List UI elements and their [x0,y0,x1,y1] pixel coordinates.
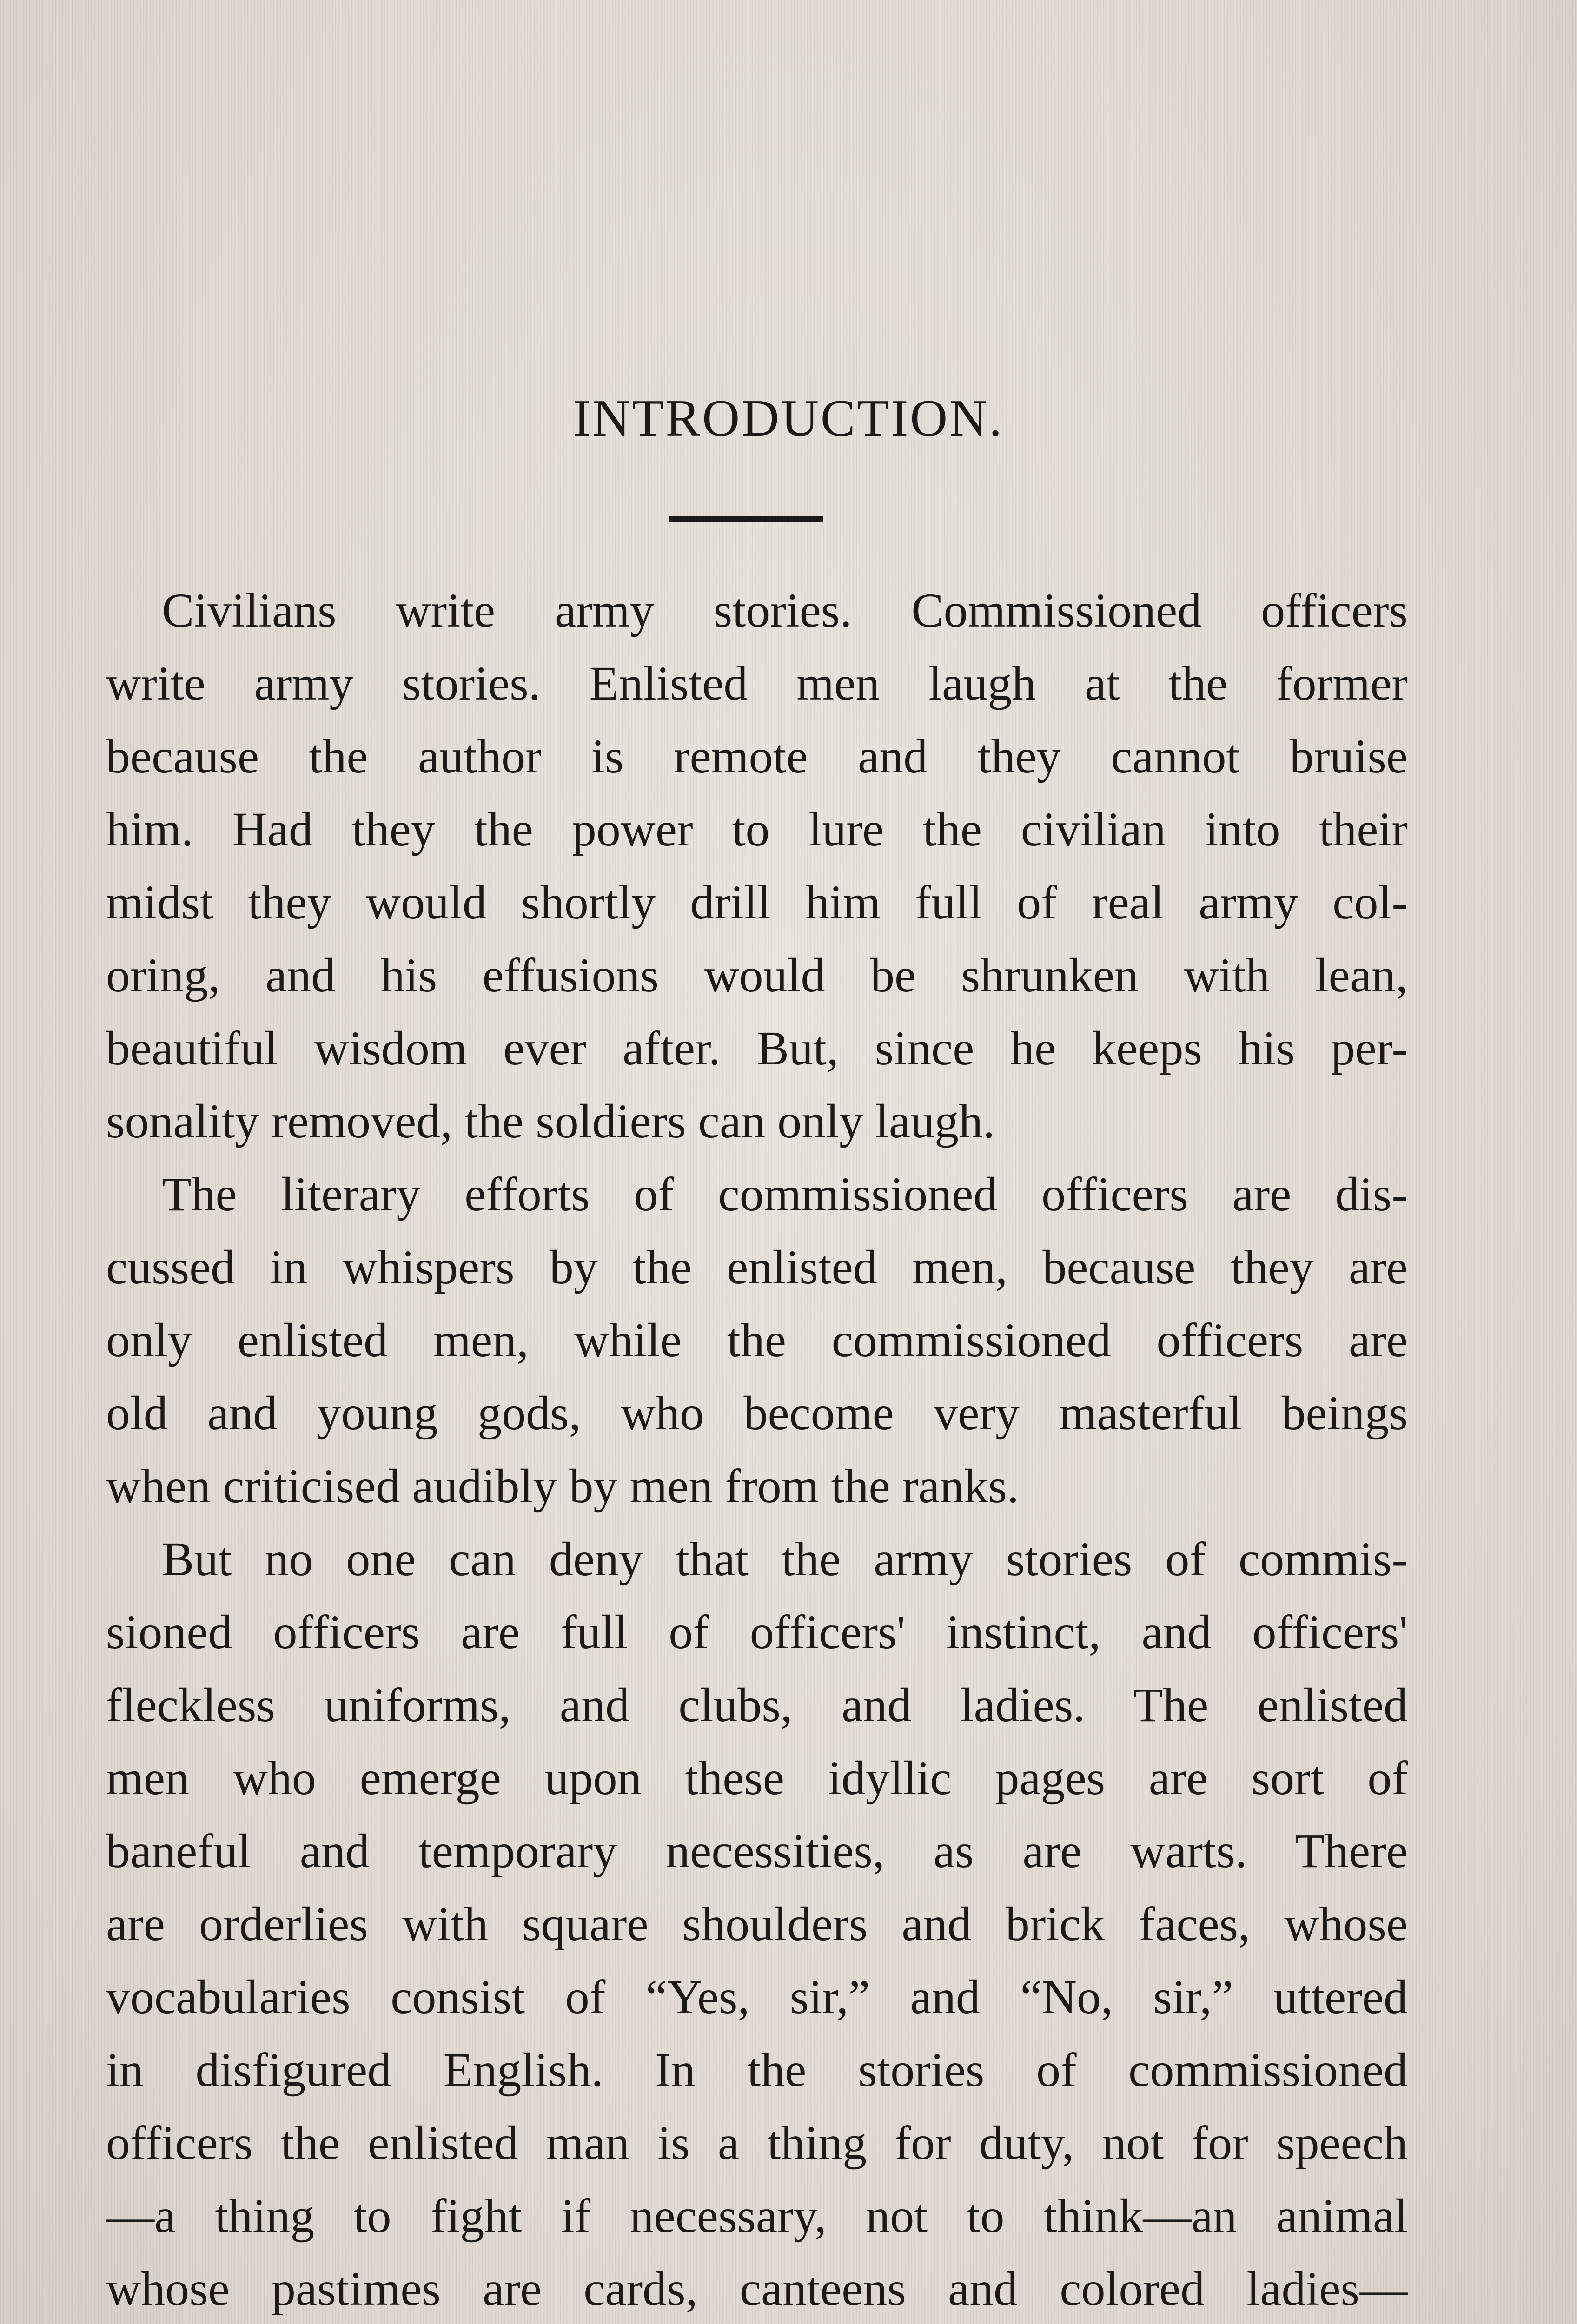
text-line: in disfigured English. In the stories of commissioned [106,2043,1408,2097]
title-divider [669,516,823,522]
text-line: oring, and his effusions would be shrunken with lean, [106,949,1408,1002]
body-text [106,574,1408,2324]
page-title: INTRODUCTION. [573,390,1004,447]
text-line: cussed in whispers by the enlisted men, because they are [106,1241,1408,1294]
text-line: old and young gods, who become very masterful beings [106,1386,1408,1440]
text-line: baneful and temporary necessities, as are warts. There [106,1824,1408,1878]
text-line: when criticised audibly by men from the ranks. [106,1459,1019,1513]
paragraph-1 [106,574,1408,1158]
text-line: sonality removed, the soldiers can only laugh. [106,1095,995,1148]
text-line: fleckless uniforms, and clubs, and ladies. The enlisted [106,1678,1408,1732]
text-line: —a thing to fight if necessary, not to think—an animal [106,2189,1408,2243]
text-line: midst they would shortly drill him full of real army col- [106,876,1408,929]
text-line: beautiful wisdom ever after. But, since he keeps his per- [106,1022,1408,1075]
text-line: officers the enlisted man is a thing for duty, not for speech [106,2116,1408,2170]
text-line: sioned officers are full of officers' instinct, and officers' [106,1605,1408,1659]
text-line: because the author is remote and they cannot bruise [106,730,1408,783]
text-line: Civilians write army stories. Commissioned officers [162,584,1408,637]
text-line: The literary efforts of commissioned officers are dis- [162,1168,1408,1221]
text-line: whose pastimes are cards, canteens and colored ladies— [106,2262,1408,2316]
text-line: are orderlies with square shoulders and brick faces, whose [106,1897,1408,1951]
text-line: But no one can deny that the army stories of commis- [162,1532,1408,1586]
paragraph-3 [106,1523,1408,2324]
text-line: him. Had they the power to lure the civilian into their [106,803,1408,856]
text-line: write army stories. Enlisted men laugh at the former [106,657,1408,710]
paragraph-2 [106,1158,1408,1523]
text-line: men who emerge upon these idyllic pages are sort of [106,1751,1408,1805]
text-line: vocabularies consist of “Yes, sir,” and “No, sir,” uttered [106,1970,1408,2024]
text-line: only enlisted men, while the commissioned officers are [106,1314,1408,1367]
